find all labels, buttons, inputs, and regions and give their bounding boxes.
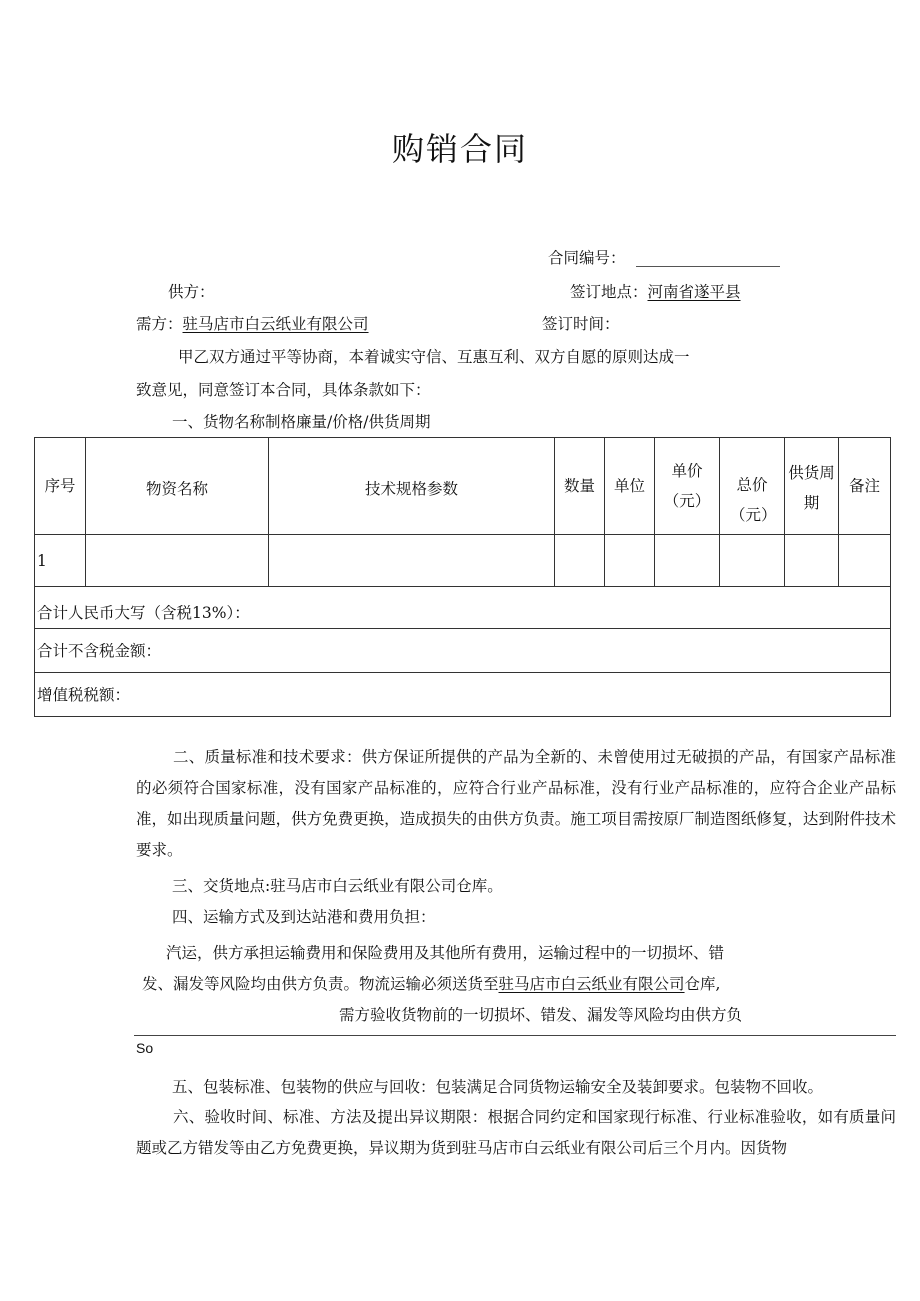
contract-number-label: 合同编号： (548, 249, 626, 267)
section1-title: 一、货物名称制格廉量/价格/供货周期 (172, 413, 431, 431)
intro-line-2: 致意见，同意签订本合同，具体条款如下： (136, 381, 431, 399)
row-remark[interactable] (839, 535, 891, 587)
section4-line-2-pre: 发、漏发等风险均由供方负责。物流运输必须送货至 (142, 975, 499, 993)
header-no: 序号 (35, 438, 86, 535)
section4-line-2 (142, 972, 720, 994)
supplier-label: 供方： (168, 283, 215, 301)
contract-number-row (548, 246, 780, 268)
section2-paragraph: 二、质量标准和技术要求：供方保证所提供的产品为全新的、未曾使用过无破损的产品，有国家产品标准的必须符合国家标准，没有国家产品标准的，应符合行业产品标准，没有行业产品标准的，应符合企业产品标准，如出现质量问题，供方免费更换，造成损失的由供方负责。施工项目需按原厂制造图纸修复，达到附件技术要求。 (136, 748, 896, 859)
vat-row (35, 673, 891, 717)
header-unit-price: 单价（元） (655, 438, 720, 535)
divider-line (134, 1035, 896, 1036)
row-supply-period[interactable] (785, 535, 839, 587)
table-row (35, 535, 891, 587)
row-unit[interactable] (605, 535, 655, 587)
sign-time-label: 签订时间： (542, 315, 620, 333)
total-upper-row (35, 587, 891, 629)
sign-place-value: 河南省遂平县 (647, 283, 741, 301)
header-unit: 单位 (605, 438, 655, 535)
row-no: 1 (35, 535, 86, 587)
section4-line-3: 需方验收货物前的一切损坏、错发、漏发等风险均由供方负 (339, 1006, 743, 1024)
buyer-label: 需方： (136, 315, 183, 333)
sign-place-row (570, 280, 741, 302)
vat-label: 增值税税额： (35, 673, 891, 717)
section4-line-2-post: 仓库, (684, 975, 721, 993)
header-remark: 备注 (839, 438, 891, 535)
header-qty: 数量 (555, 438, 605, 535)
buyer-value: 驻马店市白云纸业有限公司 (182, 315, 369, 333)
section4-title: 四、运输方式及到达站港和费用负担： (172, 908, 436, 926)
row-item-name[interactable] (86, 535, 269, 587)
row-unit-price[interactable] (655, 535, 720, 587)
section4-line-1: 汽运，供方承担运输费用和保险费用及其他所有费用，运输过程中的一切损坏、错 (166, 944, 725, 962)
section3-line: 三、交货地点:驻马店市白云纸业有限公司仓库。 (172, 877, 503, 895)
so-text: So (136, 1040, 154, 1056)
section6-paragraph: 六、验收时间、标准、方法及提出异议期限：根据合同约定和国家现行标准、行业标准验收，如有质量问题或乙方错发等由乙方免费更换，异议期为货到驻马店市白云纸业有限公司后三个月内。因货物 (136, 1108, 896, 1157)
section5-line: 五、包装标准、包装物的供应与回收：包装满足合同货物运输安全及装卸要求。包装物不回收。 (172, 1078, 824, 1096)
sign-place-label: 签订地点： (570, 283, 648, 301)
goods-table (34, 437, 891, 717)
header-total-price: 总价（元） (720, 438, 785, 535)
total-untaxed-label: 合计不含税金额： (35, 629, 891, 673)
table-header-row (35, 438, 891, 535)
contract-number-blank (636, 252, 780, 267)
header-spec: 技术规格参数 (269, 438, 555, 535)
intro-line-1: 甲乙双方通过平等协商，本着诚实守信、互惠互利、双方自愿的原则达成一 (178, 348, 690, 366)
buyer-row (136, 312, 369, 334)
row-total-price[interactable] (720, 535, 785, 587)
header-item-name: 物资名称 (86, 438, 269, 535)
section4-company: 驻马店市白云纸业有限公司 (498, 975, 685, 993)
total-untaxed-row (35, 629, 891, 673)
row-spec[interactable] (269, 535, 555, 587)
header-supply-period: 供货周期 (785, 438, 839, 535)
total-upper-label: 合计人民币大写（含税13%）： (35, 587, 891, 629)
row-qty[interactable] (555, 535, 605, 587)
page-title: 购销合同 (391, 130, 528, 168)
